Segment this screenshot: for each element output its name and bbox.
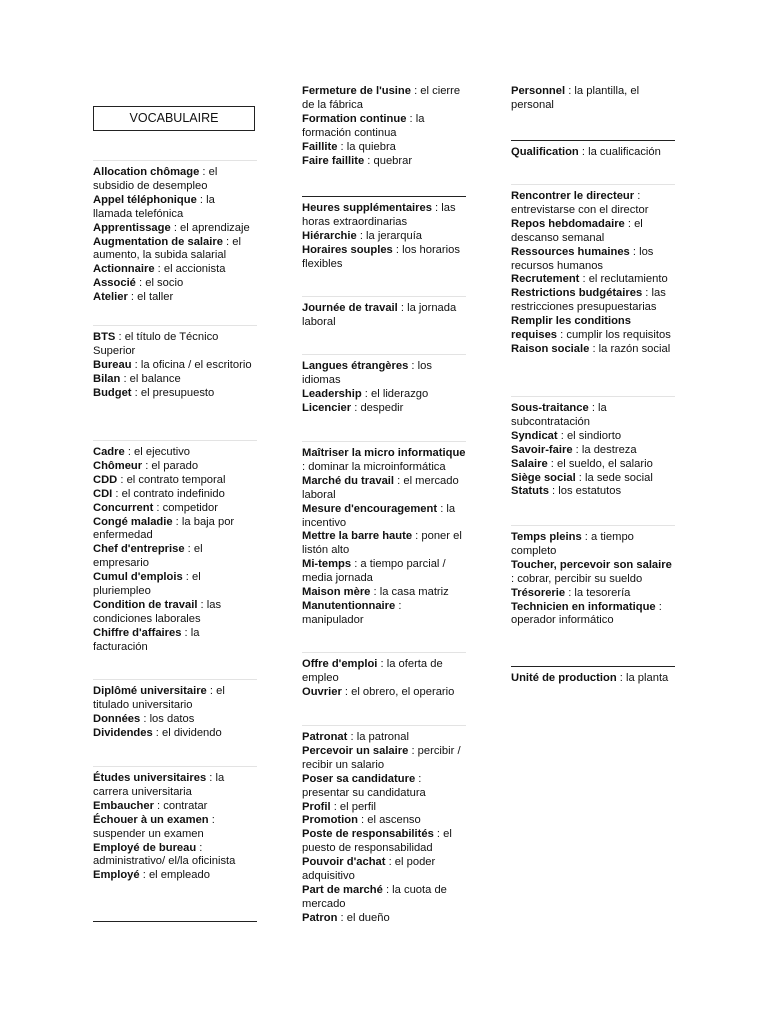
vocab-translation: : el accionista [154, 263, 226, 276]
vocab-entry [302, 530, 466, 558]
vocab-term: Savoir-faire [511, 443, 573, 456]
vocab-term: Mettre la barre haute [302, 530, 413, 543]
vocab-entry [511, 531, 675, 559]
vocab-term: Ouvrier [302, 685, 342, 698]
bottom-rule [93, 921, 257, 922]
vocab-translation: : la plantilla, el personal [511, 85, 640, 111]
vocab-entry [511, 587, 675, 601]
vocab-entry [93, 359, 257, 373]
vocab-entry [93, 166, 257, 194]
vocab-term: Promotion [302, 814, 358, 827]
vocab-term: Patron [302, 911, 338, 924]
vocab-translation: : las restricciones presupuestarias [511, 287, 666, 314]
vocab-entry [93, 571, 257, 599]
vocab-group [511, 396, 675, 499]
vocab-entry [93, 387, 257, 401]
vocab-translation: : el obrero, el operario [341, 685, 455, 698]
vocab-translation: : a tiempo parcial / media jornada [302, 558, 446, 585]
vocab-group [93, 325, 257, 401]
vocab-term: Maîtriser la micro informatique [302, 447, 466, 459]
vocab-term: Profil [302, 800, 331, 813]
group-separator [93, 766, 257, 767]
vocab-translation: : la llamada telefónica [93, 193, 215, 220]
group-separator [511, 184, 675, 185]
vocab-entry [511, 672, 675, 686]
vocab-entry [93, 194, 257, 222]
vocab-group [93, 766, 257, 883]
vocab-translation: : la razón social [589, 342, 671, 355]
vocab-term: Actionnaire [93, 263, 155, 276]
vocab-translation: : los datos [140, 712, 195, 725]
vocab-entry [93, 814, 257, 842]
vocab-translation: : poner el listón alto [302, 530, 462, 557]
vocab-entry [511, 273, 675, 287]
vocab-translation: : la patronal [347, 731, 409, 743]
vocab-translation: : los recursos humanos [511, 245, 654, 272]
vocab-entry [93, 772, 257, 800]
vocab-term: Chef d'entreprise [93, 543, 185, 556]
vocab-translation: : la quiebra [337, 140, 396, 153]
vocab-term: Chômeur [93, 459, 143, 472]
vocab-term: CDD [93, 473, 118, 486]
vocab-entry [302, 402, 466, 416]
vocab-entry [93, 713, 257, 727]
vocab-entry [302, 202, 466, 230]
vocab-entry [93, 263, 257, 277]
vocab-translation: : los estatutos [548, 485, 622, 498]
vocab-translation: : el empleado [139, 869, 210, 882]
vocab-translation: : la cualificación [578, 146, 661, 158]
vocab-entry [511, 402, 675, 430]
vocab-translation: : la facturación [93, 626, 200, 653]
group-separator [511, 525, 675, 526]
vocab-translation: : la casa matriz [370, 586, 449, 599]
vocab-translation: : el titulado universitario [93, 685, 225, 711]
group-separator [302, 725, 466, 726]
vocab-translation: : los horarios flexibles [302, 243, 460, 270]
vocab-translation: : el sueldo, el salario [547, 457, 653, 470]
vocab-group [93, 679, 257, 741]
vocab-group [511, 525, 675, 628]
vocab-translation: : presentar su candidatura [302, 772, 426, 799]
vocab-term: Journée de travail [302, 302, 398, 314]
vocab-translation: : percibir / recibir un salario [302, 744, 461, 771]
vocab-entry [511, 246, 675, 274]
vocab-entry [511, 146, 675, 160]
vocab-entry [93, 277, 257, 291]
vocab-entry [93, 291, 257, 305]
group-separator [302, 652, 466, 653]
vocab-translation: : despedir [351, 401, 404, 414]
vocab-entry [302, 658, 466, 686]
vocab-entry [511, 343, 675, 357]
vocab-translation: : el sindiorto [557, 429, 622, 442]
vocab-entry [511, 472, 675, 486]
vocab-term: Budget [93, 386, 132, 399]
vocab-term: Chiffre d'affaires [93, 626, 182, 639]
vocab-translation: : la subcontratación [511, 402, 607, 428]
vocab-term: Trésorerie [511, 586, 566, 599]
vocab-translation: : a tiempo completo [511, 531, 634, 557]
vocab-term: Apprentissage [93, 221, 171, 234]
vocab-term: Heures supplémentaires [302, 202, 432, 214]
vocab-entry [302, 731, 466, 745]
vocab-term: Horaires souples [302, 243, 393, 256]
vocab-entry [93, 460, 257, 474]
vocab-term: CDI [93, 487, 113, 500]
vocab-entry [302, 558, 466, 586]
vocab-entry [93, 599, 257, 627]
vocab-term: Formation continue [302, 112, 407, 125]
vocab-entry [302, 912, 466, 926]
vocab-translation: : el cierre de la fábrica [302, 85, 461, 111]
vocab-entry [93, 543, 257, 571]
vocab-group [302, 354, 466, 416]
vocab-entry [302, 85, 466, 113]
vocab-entry [302, 360, 466, 388]
vocab-group [302, 652, 466, 700]
group-separator [302, 196, 466, 197]
vocab-entry [511, 85, 675, 113]
vocab-translation: : la incentivo [302, 502, 456, 529]
vocab-term: Patronat [302, 731, 348, 743]
vocab-entry [302, 113, 466, 141]
vocab-translation: : la jornada laboral [302, 302, 457, 328]
vocab-translation: : las horas extraordinarias [302, 202, 456, 228]
vocab-translation: : la carrera universitaria [93, 772, 225, 798]
group-separator [93, 160, 257, 161]
vocab-entry [93, 516, 257, 544]
vocab-translation: : el taller [127, 291, 174, 304]
vocab-term: Hiérarchie [302, 229, 357, 242]
vocab-translation: : suspender un examen [93, 813, 215, 840]
vocab-translation: : la sede social [575, 471, 653, 484]
vocab-translation: : el presupuesto [131, 386, 215, 399]
vocab-term: Congé maladie [93, 515, 173, 528]
vocab-translation: : la tesorería [565, 586, 631, 599]
vocab-term: Pouvoir d'achat [302, 856, 386, 869]
vocab-translation: : las condiciones laborales [93, 598, 222, 625]
vocab-translation: : la cuota de mercado [302, 883, 447, 910]
vocab-term: Technicien en informatique [511, 600, 656, 613]
vocab-translation: : contratar [153, 799, 208, 812]
vocab-translation: : entrevistarse con el director [511, 190, 649, 216]
vocab-translation: : el título de Técnico Superior [93, 331, 219, 357]
vocab-translation: : el empresario [93, 543, 203, 570]
vocab-group [93, 160, 257, 305]
vocab-term: Unité de production [511, 672, 617, 684]
vocab-term: Fermeture de l'usine [302, 85, 411, 97]
vocab-term: Données [93, 712, 141, 725]
vocab-term: Cumul d'emplois [93, 571, 183, 584]
vocab-term: Repos hebdomadaire [511, 217, 625, 230]
vocab-term: Manutentionnaire [302, 599, 396, 612]
vocab-term: Remplir les conditions requises [511, 315, 631, 342]
vocab-group [511, 184, 675, 357]
vocab-term: Toucher, percevoir son salaire [511, 558, 672, 571]
vocab-entry [302, 686, 466, 700]
vocab-translation: : el poder adquisitivo [302, 856, 436, 883]
vocab-term: Employé [93, 869, 140, 882]
vocab-translation: : el parado [142, 459, 199, 472]
vocab-translation: : el puesto de responsabilidad [302, 828, 452, 855]
vocab-entry [93, 474, 257, 488]
vocabulary-title: VOCABULAIRE [93, 106, 255, 131]
vocab-translation: : el aprendizaje [170, 221, 250, 234]
vocab-translation: : dominar la microinformática [302, 460, 446, 473]
vocab-term: Échouer à un examen [93, 813, 209, 826]
vocab-translation: : la jerarquía [356, 229, 423, 242]
vocab-term: Statuts [511, 485, 549, 498]
vocab-entry [93, 488, 257, 502]
vocab-term: Bilan [93, 372, 121, 385]
vocab-translation: : el aumento, la subida salarial [93, 235, 241, 262]
vocab-entry [302, 475, 466, 503]
group-separator [511, 396, 675, 397]
vocab-entry [302, 447, 466, 475]
vocab-translation: : el dividendo [152, 726, 222, 739]
vocab-term: Études universitaires [93, 772, 207, 784]
vocab-entry [302, 828, 466, 856]
vocab-entry [93, 727, 257, 741]
vocab-entry [93, 800, 257, 814]
vocab-translation: : el perfil [330, 800, 376, 813]
vocab-term: Leadership [302, 387, 362, 400]
vocab-term: Associé [93, 277, 136, 290]
vocab-term: Employé de bureau [93, 841, 197, 854]
vocab-entry [302, 302, 466, 330]
vocab-translation: : administrativo/ el/la oficinista [93, 841, 236, 868]
vocab-translation: : la planta [616, 672, 669, 684]
vocab-term: Concurrent [93, 501, 154, 514]
group-separator [93, 325, 257, 326]
vocab-term: Augmentation de salaire [93, 235, 223, 248]
vocab-translation: : el mercado laboral [302, 474, 459, 501]
vocab-entry [511, 444, 675, 458]
vocab-translation: : el pluriempleo [93, 571, 201, 598]
vocab-term: Appel téléphonique [93, 193, 197, 206]
vocab-term: Restrictions budgétaires [511, 287, 643, 300]
group-separator [302, 296, 466, 297]
vocab-term: Maison mère [302, 586, 371, 599]
vocab-translation: : el subsidio de desempleo [93, 166, 218, 192]
vocab-group [93, 440, 257, 655]
vocab-translation: : los idiomas [302, 360, 432, 386]
vocab-translation: : el socio [135, 277, 184, 290]
vocab-entry [302, 801, 466, 815]
vocab-entry [511, 430, 675, 444]
vocab-term: Mesure d'encouragement [302, 502, 438, 515]
vocab-term: Personnel [511, 85, 566, 97]
vocab-term: Raison sociale [511, 342, 590, 355]
vocab-translation: : la oferta de empleo [302, 658, 443, 684]
vocab-term: Qualification [511, 146, 579, 158]
vocab-translation: : el dueño [337, 911, 390, 924]
vocab-entry [511, 485, 675, 499]
vocab-translation: : la formación continua [302, 112, 425, 139]
vocab-term: Poser sa candidature [302, 772, 416, 785]
vocab-entry [302, 745, 466, 773]
group-separator [511, 666, 675, 667]
vocab-term: Faire faillite [302, 154, 365, 167]
vocab-translation: : el liderazgo [361, 387, 429, 400]
group-separator [302, 354, 466, 355]
vocab-term: Percevoir un salaire [302, 744, 409, 757]
vocab-term: Langues étrangères [302, 360, 409, 372]
vocab-entry [511, 315, 675, 343]
vocab-entry [93, 236, 257, 264]
vocab-term: Diplômé universitaire [93, 685, 207, 697]
vocab-entry [511, 190, 675, 218]
vocab-entry [511, 218, 675, 246]
vocab-entry [93, 842, 257, 870]
vocab-term: BTS [93, 331, 116, 343]
vocab-entry [302, 503, 466, 531]
vocab-translation: : la oficina / el escritorio [131, 358, 252, 371]
vocab-term: Ressources humaines [511, 245, 630, 258]
vocab-translation: : manipulador [302, 599, 402, 626]
vocab-group [302, 85, 466, 168]
vocab-term: Sous-traitance [511, 402, 589, 414]
vocab-entry [93, 331, 257, 359]
vocab-group [302, 725, 466, 926]
vocab-entry [302, 814, 466, 828]
vocab-term: Poste de responsabilités [302, 828, 434, 841]
vocab-entry [93, 685, 257, 713]
vocab-group [302, 196, 466, 272]
vocab-entry [302, 141, 466, 155]
vocab-term: Allocation chômage [93, 166, 200, 178]
vocab-translation: : cumplir los requisitos [557, 329, 671, 342]
vocab-group [511, 140, 675, 160]
vocab-term: Atelier [93, 291, 128, 304]
vocab-term: Dividendes [93, 726, 153, 739]
group-separator [93, 440, 257, 441]
vocab-translation: : el descanso semanal [511, 217, 643, 244]
vocab-group [302, 296, 466, 330]
vocab-translation: : competidor [153, 501, 218, 514]
vocab-entry [93, 373, 257, 387]
vocab-term: Bureau [93, 358, 132, 371]
vocab-term: Recrutement [511, 273, 580, 286]
vocab-entry [511, 601, 675, 629]
vocab-entry [302, 856, 466, 884]
vocab-entry [302, 586, 466, 600]
vocab-translation: : el contrato indefinido [112, 487, 225, 500]
vocab-entry [302, 600, 466, 628]
vocab-entry [511, 458, 675, 472]
vocab-translation: : la baja por enfermedad [93, 515, 235, 542]
vocab-entry [93, 869, 257, 883]
vocab-entry [302, 884, 466, 912]
vocab-term: Syndicat [511, 429, 558, 442]
vocab-translation: : el ascenso [357, 814, 421, 827]
vocab-entry [302, 244, 466, 272]
vocab-term: Faillite [302, 140, 338, 153]
vocab-term: Mi-temps [302, 558, 352, 571]
vocab-term: Cadre [93, 446, 125, 458]
vocab-term: Licencier [302, 401, 352, 414]
vocab-entry [93, 502, 257, 516]
group-separator [302, 441, 466, 442]
vocab-translation: : la destreza [572, 443, 637, 456]
vocab-entry [511, 559, 675, 587]
vocab-term: Condition de travail [93, 598, 198, 611]
group-separator [511, 140, 675, 141]
vocab-term: Temps pleins [511, 531, 582, 543]
vocab-translation: : el contrato temporal [117, 473, 226, 486]
vocab-translation: : operador informático [511, 600, 662, 627]
vocab-translation: : el reclutamiento [579, 273, 668, 286]
vocab-entry [93, 446, 257, 460]
vocab-entry [302, 388, 466, 402]
group-separator [93, 679, 257, 680]
vocab-translation: : quebrar [364, 154, 413, 167]
vocab-group [511, 666, 675, 686]
vocab-term: Marché du travail [302, 474, 395, 487]
vocab-term: Embaucher [93, 799, 154, 812]
vocab-translation: : cobrar, percibir su sueldo [511, 572, 643, 585]
vocab-group [302, 441, 466, 628]
vocab-term: Salaire [511, 457, 548, 470]
vocab-translation: : el ejecutivo [124, 446, 191, 458]
vocab-entry [93, 627, 257, 655]
vocab-entry [302, 230, 466, 244]
vocab-term: Offre d'emploi [302, 658, 378, 670]
vocab-term: Part de marché [302, 883, 383, 896]
vocab-entry [302, 773, 466, 801]
vocab-term: Rencontrer le directeur [511, 190, 635, 202]
vocab-translation: : el balance [120, 372, 181, 385]
vocab-entry [93, 222, 257, 236]
vocab-entry [302, 155, 466, 169]
vocab-term: Siège social [511, 471, 576, 484]
vocab-group [511, 85, 675, 113]
vocab-entry [511, 287, 675, 315]
